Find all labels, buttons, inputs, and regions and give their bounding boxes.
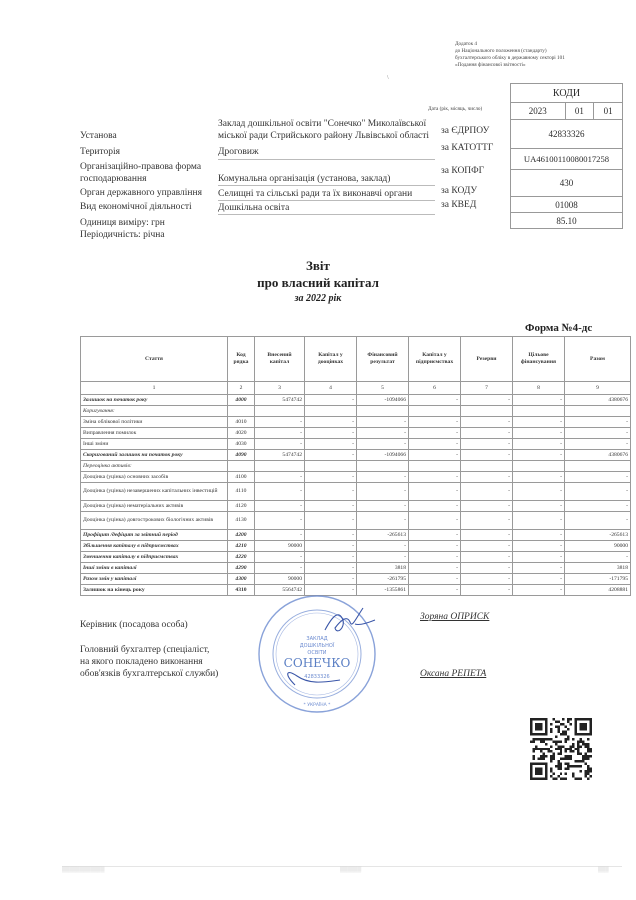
row-value: 5474742 [255,450,305,461]
table-header-row [81,337,631,382]
legal-form-label-line: господарювання [80,174,147,184]
director-name: Зоряна ОПРИСК [420,612,490,622]
svg-text:ЗАКЛАД: ЗАКЛАД [306,636,328,642]
row-value: - [565,417,631,428]
row-value: - [461,563,513,574]
row-value: -265613 [565,530,631,541]
svg-text:ОСВІТИ: ОСВІТИ [307,650,327,656]
row-code: 4200 [228,530,255,541]
table-row [81,417,631,428]
table-row [81,428,631,439]
row-value: - [513,552,565,563]
row-value: - [357,472,409,483]
row-value: - [357,512,409,530]
row-value: - [409,417,461,428]
appendix-line: Додаток 4 [455,41,477,47]
row-value: - [565,483,631,501]
row-code: 4130 [228,512,255,530]
row-value: - [255,501,305,512]
svg-text:ДОШКІЛЬНОЇ: ДОШКІЛЬНОЇ [299,643,335,649]
row-name: Інші зміни в капіталі [81,563,228,574]
row-value: - [513,574,565,585]
row-value: - [357,417,409,428]
table-row [81,552,631,563]
row-value: - [409,501,461,512]
code-kved: 85.10 [511,213,623,229]
row-value: - [255,439,305,450]
row-value: - [409,428,461,439]
table-row [81,574,631,585]
label-katottg: за КАТОТТГ [441,143,494,153]
row-value: -261795 [357,574,409,585]
row-code: 4210 [228,541,255,552]
row-value [357,406,409,417]
row-name: Дооцінка (уцінка) основних засобів [81,472,228,483]
row-value [461,406,513,417]
institution-value-line: Заклад дошкільної освіти "Сонечко" Миколаївської [218,119,427,129]
col-header: Цільове фінансування [513,337,565,382]
row-value: 4208881 [565,585,631,596]
row-code: 4110 [228,483,255,501]
col-number: 7 [461,382,513,395]
underline [218,185,435,186]
row-name: Залишок на кінець року [81,585,228,596]
underline [218,200,435,201]
scan-mark: \ [387,75,389,81]
row-value: - [409,395,461,406]
row-code: 4030 [228,439,255,450]
official-stamp-icon [255,590,380,715]
row-code: 4100 [228,472,255,483]
row-value: - [461,439,513,450]
table-row [81,501,631,512]
report-title: Звіт [306,258,330,273]
row-value: - [461,428,513,439]
row-value: - [409,552,461,563]
row-value: - [357,483,409,501]
row-value: 5564742 [255,585,305,596]
row-value: - [409,439,461,450]
row-value: - [461,450,513,461]
institution-value-line: міської ради Стрийського району Львівської області [218,131,430,141]
accountant-label-line: обов'язків бухгалтерської служби) [80,669,219,679]
row-value: - [409,585,461,596]
row-value: - [565,512,631,530]
row-name: Виправлення помилок [81,428,228,439]
code-kopfg: 430 [511,170,623,197]
codes-table [510,83,623,229]
row-value [513,461,565,472]
row-name: Збільшення капіталу в підприємствах [81,541,228,552]
row-value: - [409,472,461,483]
gov-body-label: Орган державного управління [80,188,202,198]
label-kodu: за КОДУ [441,186,478,196]
stamp-center-text: СОНЕЧКО [283,656,351,670]
appendix-line: бухгалтерського обліку в державному секторі 101 [455,55,565,61]
row-name: Переоцінка активів: [81,461,228,472]
appendix-line: до Національного положення (стандарту) [455,48,547,54]
row-value: - [513,428,565,439]
row-name: Скоригований залишок на початок року [81,450,228,461]
column-numbers-row [81,382,631,395]
row-name: Зміна облікової політики [81,417,228,428]
row-value: - [305,450,357,461]
row-value: - [513,417,565,428]
row-name: Коригування: [81,406,228,417]
row-value: 5474742 [255,395,305,406]
row-value: - [255,563,305,574]
row-value: - [305,541,357,552]
row-value: - [305,428,357,439]
row-value: -171795 [565,574,631,585]
appendix-note [455,41,565,69]
row-value: - [305,395,357,406]
codes-title: КОДИ [511,84,623,103]
row-value: - [357,552,409,563]
territory-value: Дроговиж [218,147,259,157]
date-month: 01 [565,103,594,120]
date-day: 01 [594,103,623,120]
label-kopfg: за КОПФГ [441,166,485,176]
row-value: - [305,417,357,428]
row-value: - [513,585,565,596]
table-row [81,395,631,406]
col-number: 2 [228,382,255,395]
col-header: Резерви [461,337,513,382]
col-header: Разом [565,337,631,382]
row-code [228,461,255,472]
row-code: 4090 [228,450,255,461]
table-row [81,512,631,530]
table-row [81,461,631,472]
row-value: - [255,472,305,483]
col-header: Капітал у підприємствах [409,337,461,382]
row-value: - [461,574,513,585]
row-value: - [255,417,305,428]
row-code: 4120 [228,501,255,512]
row-value: - [357,541,409,552]
activity-label: Вид економічної діяльності [80,202,192,212]
row-value [357,461,409,472]
row-value: - [409,563,461,574]
row-name: Дооцінка (уцінка) довгострокових біологічних активів [81,512,228,530]
row-code [228,406,255,417]
row-name: Дооцінка (уцінка) нематеріальних активів [81,501,228,512]
row-value: - [409,541,461,552]
row-value: - [255,512,305,530]
date-label: Дата (рік, місяць, число) [428,106,483,112]
row-value [409,461,461,472]
row-value: - [513,512,565,530]
row-value [255,461,305,472]
gov-body-value: Селищні та сільські ради та їх виконавчі органи [218,189,413,199]
col-number: 4 [305,382,357,395]
row-value: 90000 [255,541,305,552]
row-value: 90000 [565,541,631,552]
row-value: - [409,450,461,461]
row-value: - [357,428,409,439]
code-katottg: UA46100110080017258 [511,149,623,170]
code-kodu: 01008 [511,197,623,213]
row-value: - [305,530,357,541]
row-value [513,406,565,417]
col-header: Стаття [81,337,228,382]
row-value: - [513,483,565,501]
periodicity-label: Періодичність: річна [80,230,165,240]
row-value: - [461,541,513,552]
row-value: -1355861 [357,585,409,596]
row-value: - [305,483,357,501]
row-value: - [305,563,357,574]
row-value: - [565,428,631,439]
col-number: 5 [357,382,409,395]
row-code: 4010 [228,417,255,428]
row-value: -1094066 [357,450,409,461]
date-year: 2023 [511,103,566,120]
row-value [565,461,631,472]
row-name: Інші зміни [81,439,228,450]
row-name: Профіцит /дефіцит за звітний період [81,530,228,541]
footer-right: ▒▒▒ [598,868,609,873]
row-value: 4380676 [565,395,631,406]
row-value: - [513,439,565,450]
legal-form-label [80,161,201,185]
row-code: 4310 [228,585,255,596]
underline [218,214,435,215]
table-row [81,563,631,574]
activity-value: Дошкільна освіта [218,203,290,213]
row-value: - [461,417,513,428]
row-value: - [305,501,357,512]
table-row [81,483,631,501]
row-value: 4380676 [565,450,631,461]
row-value [255,406,305,417]
row-value: - [565,439,631,450]
unit-label: Одиниця виміру: грн [80,218,165,228]
row-value: - [255,428,305,439]
svg-text:* УКРАЇНА *: * УКРАЇНА * [303,703,331,708]
col-number: 9 [565,382,631,395]
row-value [305,461,357,472]
col-number: 3 [255,382,305,395]
appendix-line: «Подання фінансової звітності» [455,62,526,68]
row-value: - [461,395,513,406]
underline [218,159,435,160]
row-value: - [357,439,409,450]
col-number: 1 [81,382,228,395]
row-value: - [513,530,565,541]
row-code: 4000 [228,395,255,406]
row-value: - [461,512,513,530]
row-value: - [461,530,513,541]
footer-divider [62,866,622,867]
row-value: - [255,483,305,501]
row-value: - [255,552,305,563]
row-value [461,461,513,472]
row-value: - [409,574,461,585]
table-row [81,439,631,450]
row-value: -1094066 [357,395,409,406]
row-code: 4220 [228,552,255,563]
row-value: - [513,563,565,574]
col-number: 6 [409,382,461,395]
label-kved: за КВЕД [441,200,477,210]
row-value: - [409,483,461,501]
row-value: - [305,512,357,530]
row-value: - [513,541,565,552]
director-label: Керівник (посадова особа) [80,620,188,630]
footer-center: ▒▒▒▒▒▒ [340,868,362,873]
row-name: Разом змін у капіталі [81,574,228,585]
row-value: - [513,501,565,512]
report-period: за 2022 рік [294,293,342,304]
equity-table [80,336,631,596]
footer-left: ▒▒▒▒▒▒▒▒▒▒▒▒ [62,868,105,873]
row-value: - [565,552,631,563]
institution-value [218,118,429,142]
row-value: - [565,472,631,483]
row-value: - [461,472,513,483]
row-value: - [513,450,565,461]
row-value: - [513,472,565,483]
row-value: - [461,585,513,596]
row-code: 4300 [228,574,255,585]
row-value: - [305,574,357,585]
col-number: 8 [513,382,565,395]
col-header: Капітал у дооцінках [305,337,357,382]
accountant-label [80,644,218,680]
col-header: Код рядка [228,337,255,382]
legal-form-label-line: Організаційно-правова форма [80,162,202,172]
report-subtitle: про власний капітал [257,275,379,290]
row-value: - [461,483,513,501]
qr-code-icon [530,718,592,780]
row-name: Залишок на початок року [81,395,228,406]
row-value [565,406,631,417]
row-value: -265613 [357,530,409,541]
stamp-code: 42833326 [304,674,330,680]
form-number: Форма №4-дс [525,322,593,334]
col-header: Внесений капітал [255,337,305,382]
accountant-name: Оксана РЕПЕТА [420,669,487,679]
row-value: - [357,501,409,512]
row-code: 4290 [228,563,255,574]
row-value [305,406,357,417]
row-name: Дооцінка (уцінка) незавершених капітальних інвестицій [81,483,228,501]
row-value: - [305,585,357,596]
table-row [81,541,631,552]
accountant-label-line: на якого покладено виконання [80,657,203,667]
code-edrpou: 42833326 [511,120,623,149]
territory-label: Територія [80,147,121,157]
legal-form-value: Комунальна організація (установа, заклад) [218,174,391,184]
row-value: - [305,552,357,563]
table-row [81,530,631,541]
row-value: - [409,512,461,530]
row-name: Зменшення капіталу в підприємствах [81,552,228,563]
row-value: 90000 [255,574,305,585]
row-value: - [305,472,357,483]
row-value: - [461,552,513,563]
table-row [81,472,631,483]
row-value: 3818 [357,563,409,574]
accountant-label-line: Головний бухгалтер (спеціаліст, [80,645,210,655]
row-code: 4020 [228,428,255,439]
col-header: Фінансовий результат [357,337,409,382]
row-value: - [461,501,513,512]
row-value: - [255,530,305,541]
row-value [409,406,461,417]
row-value: 3818 [565,563,631,574]
table-row [81,450,631,461]
row-value: - [513,395,565,406]
row-value: - [565,501,631,512]
row-value: - [305,439,357,450]
institution-label: Установа [80,131,117,141]
label-edrpou: за ЄДРПОУ [441,126,490,136]
row-value: - [409,530,461,541]
table-row [81,406,631,417]
